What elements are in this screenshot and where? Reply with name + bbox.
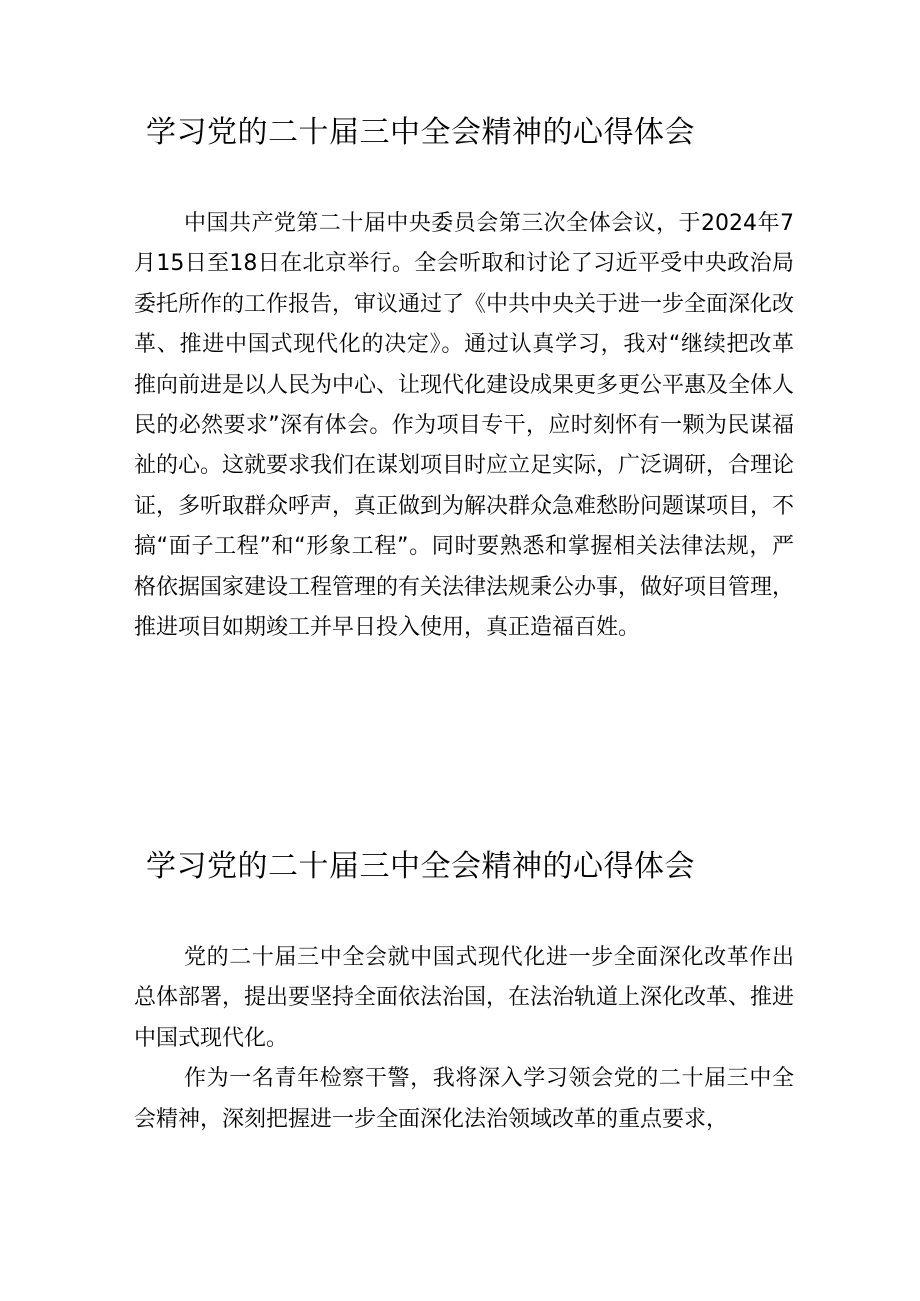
article-paragraph: 党的二十届三中全会就中国式现代化进一步全面深化改革作出总体部署，提出要坚持全面依法治国，在法治轨道上深化改革、推进中国式现代化。 <box>134 945 795 1051</box>
article-section-2 <box>134 838 794 1140</box>
article-paragraph: 中国共产党第二十届中央委员会第三次全体会议，于2024年7月15日至18日在北京举行。全会听取和讨论了习近平受中央政治局委托所作的工作报告，审议通过了《中共中央关于进一步全面深化改革、推进中国式现代化的决定》。通过认真学习，我对“继续把改革推向前进是以人民为中心、让现代化建设成果更多更公平惠及全体人民的必然要求”深有体会。作为项目专干，应时刻怀有一颗为民谋福祉的心。这就要求我们在谋划项目时应立足实际，广泛调研，合理论证，多听取群众呼声，真正做到为解决群众急难愁盼问题谋项目，不搞“面子工程”和“形象工程”。同时要熟悉和掌握相关法律法规，严格依据国家建设工程管理的有关法律法规秉公办事，做好项目管理，推进项目如期竣工并早日投入使用，真正造福百姓。 <box>134 211 795 641</box>
article-title: 学习党的二十届三中全会精神的心得体会 <box>146 849 695 884</box>
article-section-1 <box>134 104 794 648</box>
article-title: 学习党的二十届三中全会精神的心得体会 <box>146 115 695 150</box>
article-paragraph: 作为一名青年检察干警，我将深入学习领会党的二十届三中全会精神，深刻把握进一步全面深化法治领域改革的重点要求， <box>134 1066 794 1132</box>
